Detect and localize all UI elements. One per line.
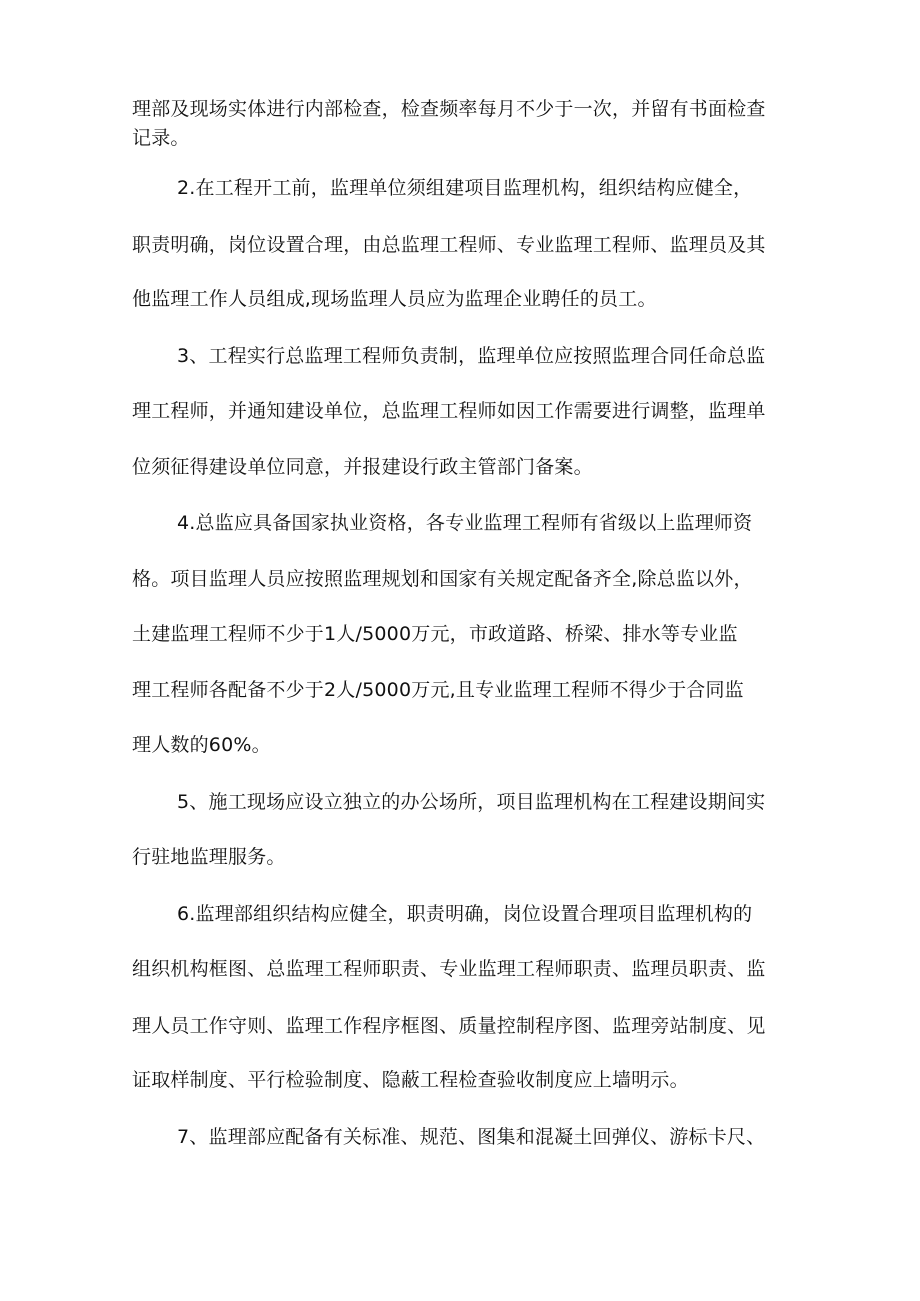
text-line: 理人数的60%。 <box>132 734 271 756</box>
text-line: 土建监理工程师不少于1人/5000万元，市政道路、桥梁、排水等专业监 <box>132 623 738 645</box>
paragraph-2-line: 2.在工程开工前，监理单位须组建项目监理机构，组织结构应健全， <box>177 177 753 199</box>
paragraph-7-line: 7、监理部应配备有关标准、规范、图集和混凝土回弹仪、游标卡尺、 <box>177 1126 766 1148</box>
text-line: 组织机构框图、总监理工程师职责、专业监理工程师职责、监理员职责、监 <box>132 958 766 980</box>
text-line: 证取样制度、平行检验制度、隐蔽工程检查验收制度应上墙明示。 <box>132 1069 689 1091</box>
text-line: 理人员工作守则、监理工作程序框图、质量控制程序图、监理旁站制度、见 <box>132 1015 766 1037</box>
text-line: 格。项目监理人员应按照监理规划和国家有关规定配备齐全,除总监以外， <box>132 568 753 590</box>
text-line: 理工程师各配备不少于2人/5000万元,且专业监理工程师不得少于合同监 <box>132 679 744 701</box>
text-line: 理工程师，并通知建设单位，总监理工程师如因工作需要进行调整，监理单 <box>132 400 766 422</box>
text-line: 理部及现场实体进行内部检查，检查频率每月不少于一次，并留有书面检查 <box>132 98 766 120</box>
text-line: 记录。 <box>132 127 190 149</box>
paragraph-4-line: 4.总监应具备国家执业资格，各专业监理工程师有省级以上监理师资 <box>177 512 753 534</box>
paragraph-6-line: 6.监理部组织结构应健全，职责明确，岗位设置合理项目监理机构的 <box>177 903 753 925</box>
paragraph-5-line: 5、施工现场应设立独立的办公场所，项目监理机构在工程建设期间实 <box>177 791 766 813</box>
text-line: 他监理工作人员组成,现场监理人员应为监理企业聘任的员工。 <box>132 288 657 310</box>
paragraph-3-line: 3、工程实行总监理工程师负责制，监理单位应按照监理合同任命总监 <box>177 345 766 367</box>
text-line: 位须征得建设单位同意，并报建设行政主管部门备案。 <box>132 456 593 478</box>
text-line: 行驻地监理服务。 <box>132 846 286 868</box>
text-line: 职责明确，岗位设置合理，由总监理工程师、专业监理工程师、监理员及其 <box>132 234 766 256</box>
